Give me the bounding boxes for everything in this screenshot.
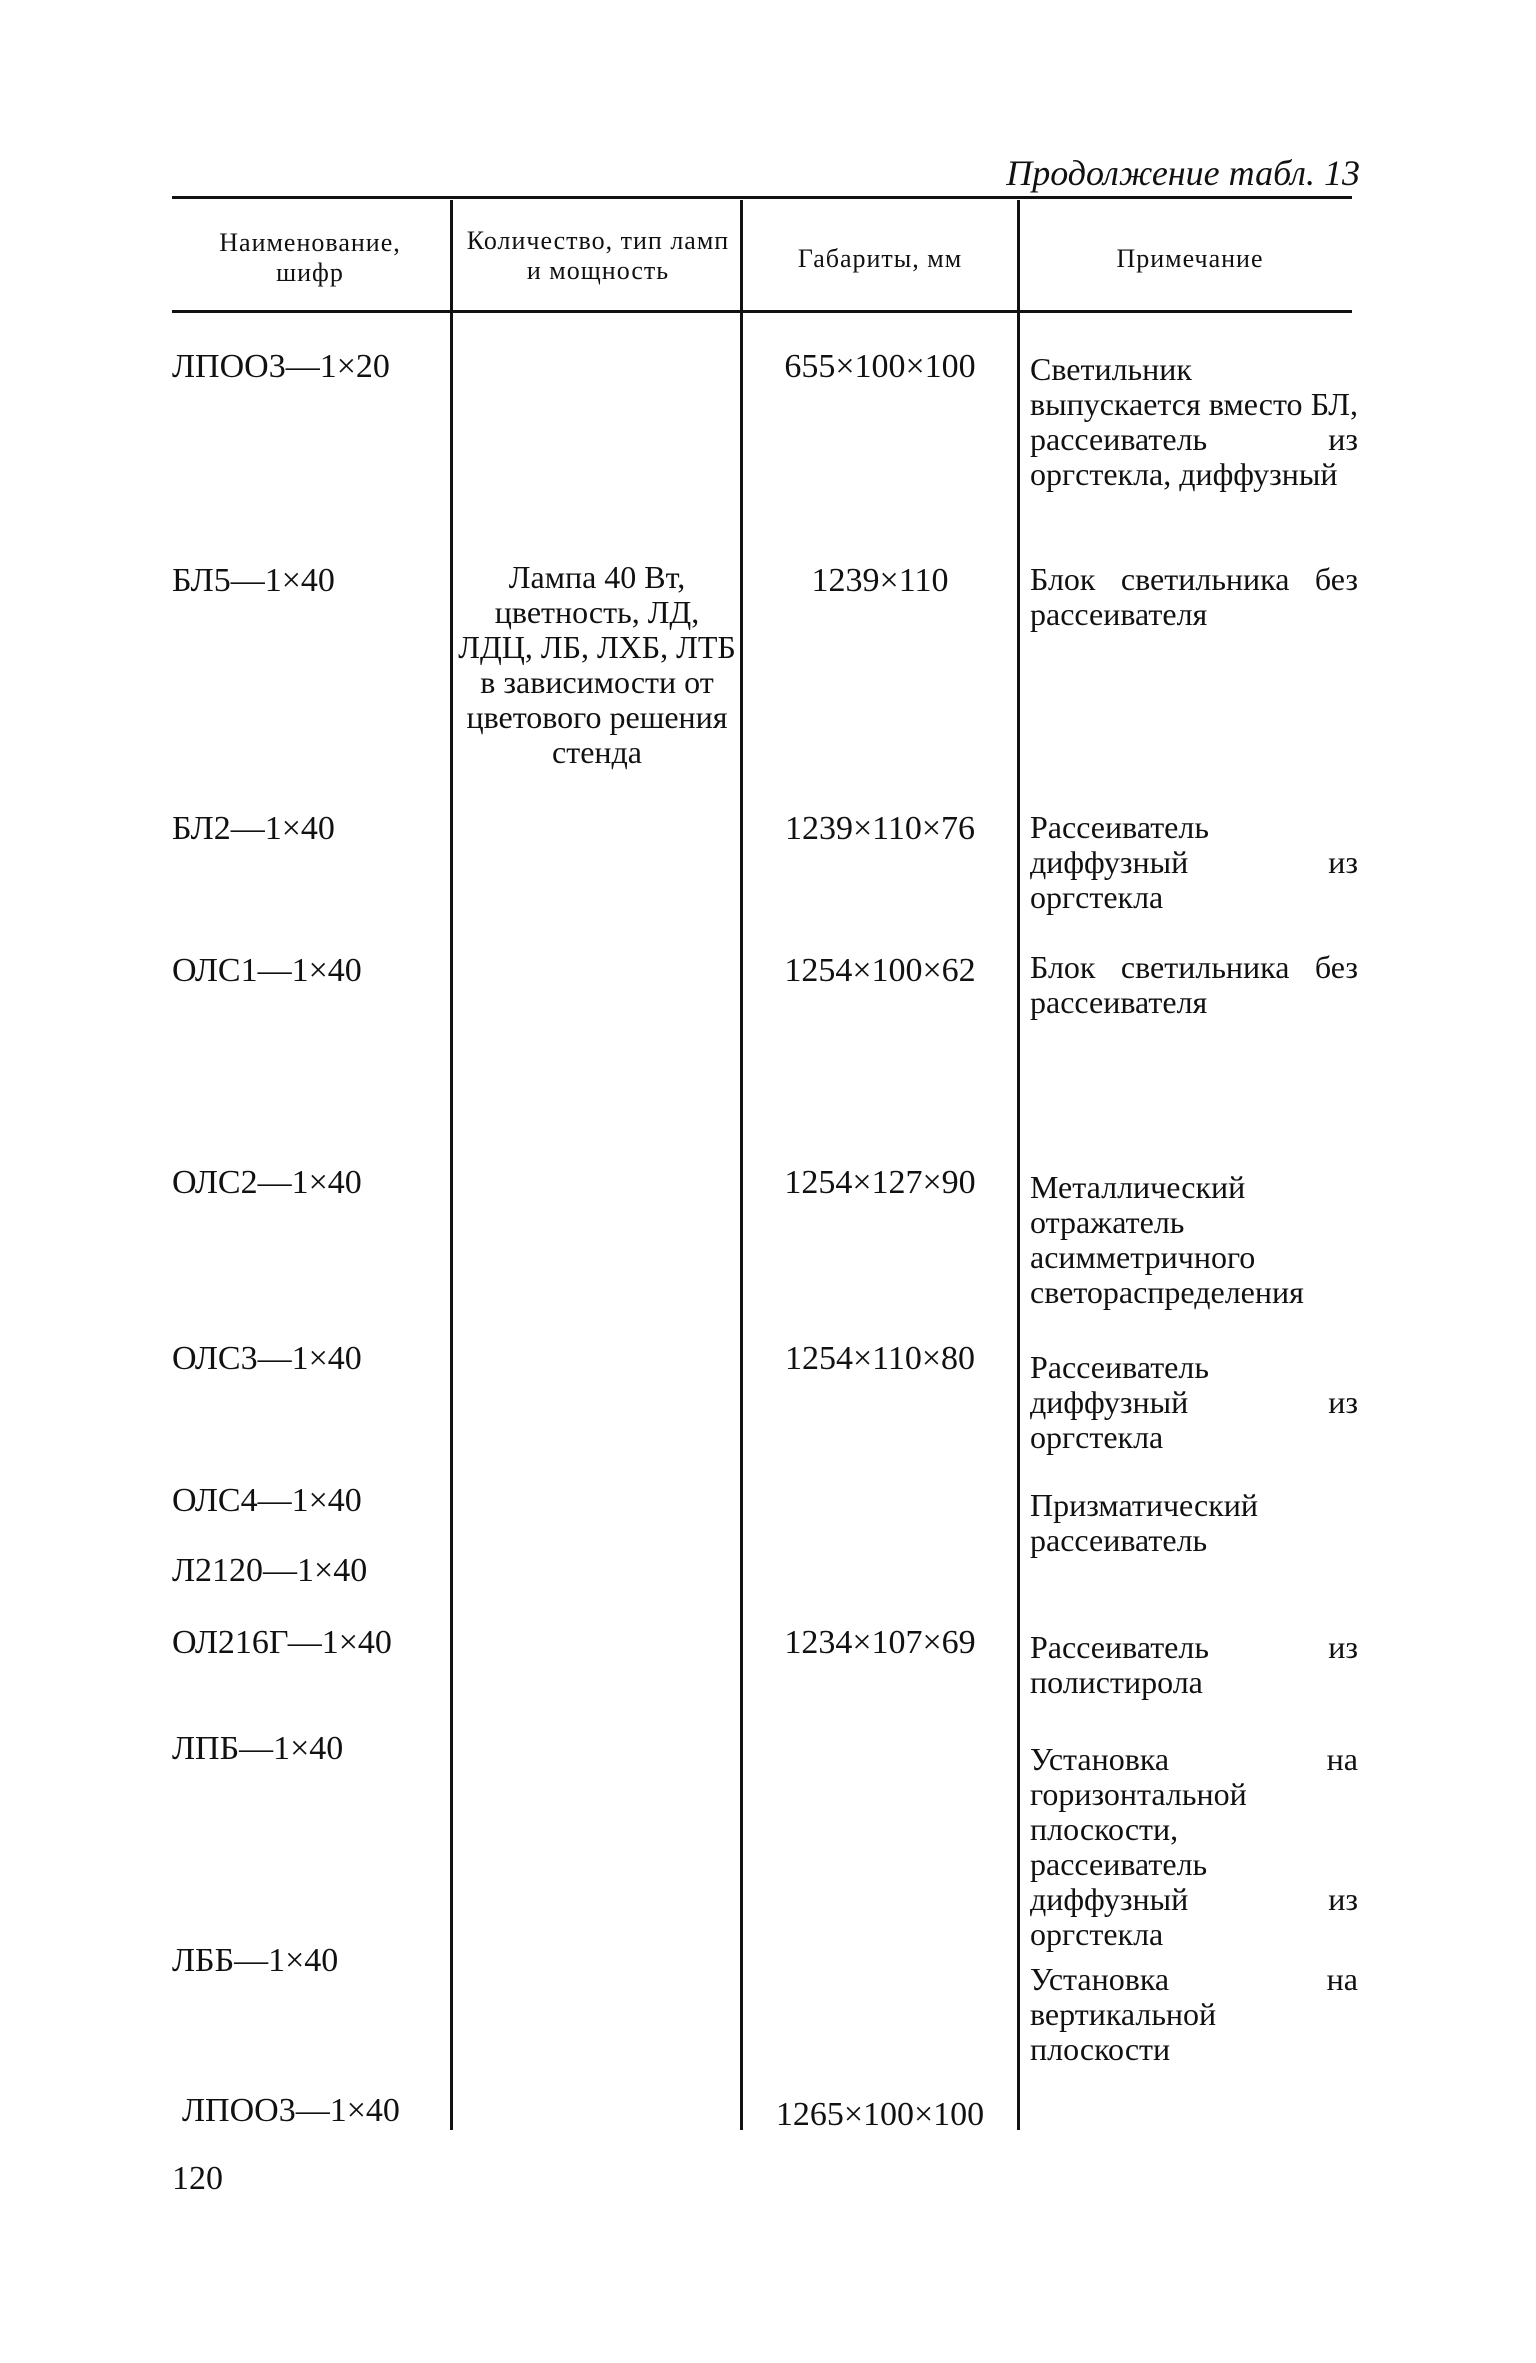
- column-divider-2: [740, 200, 743, 2130]
- row-name: ЛПОО3—1×20: [172, 348, 390, 385]
- row-note: Блок светильника без рассеивателя: [1030, 561, 1358, 632]
- row-dimensions: 1239×110×76: [784, 810, 976, 847]
- row-dimensions: 1265×100×100: [775, 2096, 985, 2133]
- header-name: Наименование, шифр: [219, 228, 401, 287]
- row-name: Л2120—1×40: [172, 1552, 368, 1589]
- row-name: ЛПБ—1×40: [172, 1730, 344, 1767]
- row-note: Блок светильника без рассеивателя: [1030, 949, 1358, 1020]
- row-note: Светильник выпускается вместо БЛ, рассеиватель из оргстекла, диффузный: [1030, 351, 1358, 492]
- top-rule: [172, 196, 1352, 199]
- row-note: Установка на вертикальной плоскости: [1030, 1961, 1358, 2067]
- header-note: Примечание: [1116, 244, 1264, 273]
- row-note: Металлический отражатель асимметричного светораспределения: [1030, 1169, 1304, 1310]
- row-dimensions: 1254×127×90: [784, 1164, 976, 1201]
- row-dimensions: 655×100×100: [784, 348, 976, 385]
- row-name: БЛ5—1×40: [172, 562, 335, 599]
- table-caption: Продолжение табл. 13: [1006, 153, 1360, 193]
- page-number: 120: [172, 2160, 223, 2197]
- row-dimensions: 1239×110: [811, 562, 949, 599]
- row-name: ЛББ—1×40: [172, 1942, 339, 1979]
- row-note: Установка на горизонтальной плоскости, рассеиватель диффузный из оргстекла: [1030, 1741, 1358, 1952]
- row-note: Рассеиватель из полистирола: [1030, 1629, 1358, 1700]
- row-name: ОЛС3—1×40: [172, 1340, 362, 1377]
- header-dimensions: Габариты, мм: [797, 244, 963, 273]
- lamp-description: Лампа 40 Вт, цветность, ЛД, ЛДЦ, ЛБ, ЛХБ, ЛТБ в зависимости от цветового решения стенда: [458, 559, 736, 770]
- row-dimensions: 1254×100×62: [784, 952, 976, 989]
- row-name: ОЛС1—1×40: [172, 952, 362, 989]
- row-name: БЛ2—1×40: [172, 810, 335, 847]
- row-dimensions: 1234×107×69: [784, 1624, 976, 1661]
- row-name: ОЛС4—1×40: [172, 1482, 362, 1519]
- header-quantity: Количество, тип ламп и мощность: [466, 226, 730, 285]
- row-note: Рассеиватель диффузный из оргстекла: [1030, 1349, 1358, 1455]
- column-divider-3: [1017, 200, 1020, 2130]
- row-note: Рассеиватель диффузный из оргстекла: [1030, 809, 1358, 915]
- row-name: ЛПОО3—1×40: [182, 2092, 400, 2129]
- row-name: ОЛ216Г—1×40: [172, 1624, 392, 1661]
- row-name: ОЛС2—1×40: [172, 1164, 362, 1201]
- column-divider-1: [450, 200, 453, 2130]
- row-note: Призматический рассеиватель: [1030, 1487, 1259, 1558]
- row-dimensions: 1254×110×80: [784, 1340, 976, 1377]
- header-rule: [172, 310, 1352, 313]
